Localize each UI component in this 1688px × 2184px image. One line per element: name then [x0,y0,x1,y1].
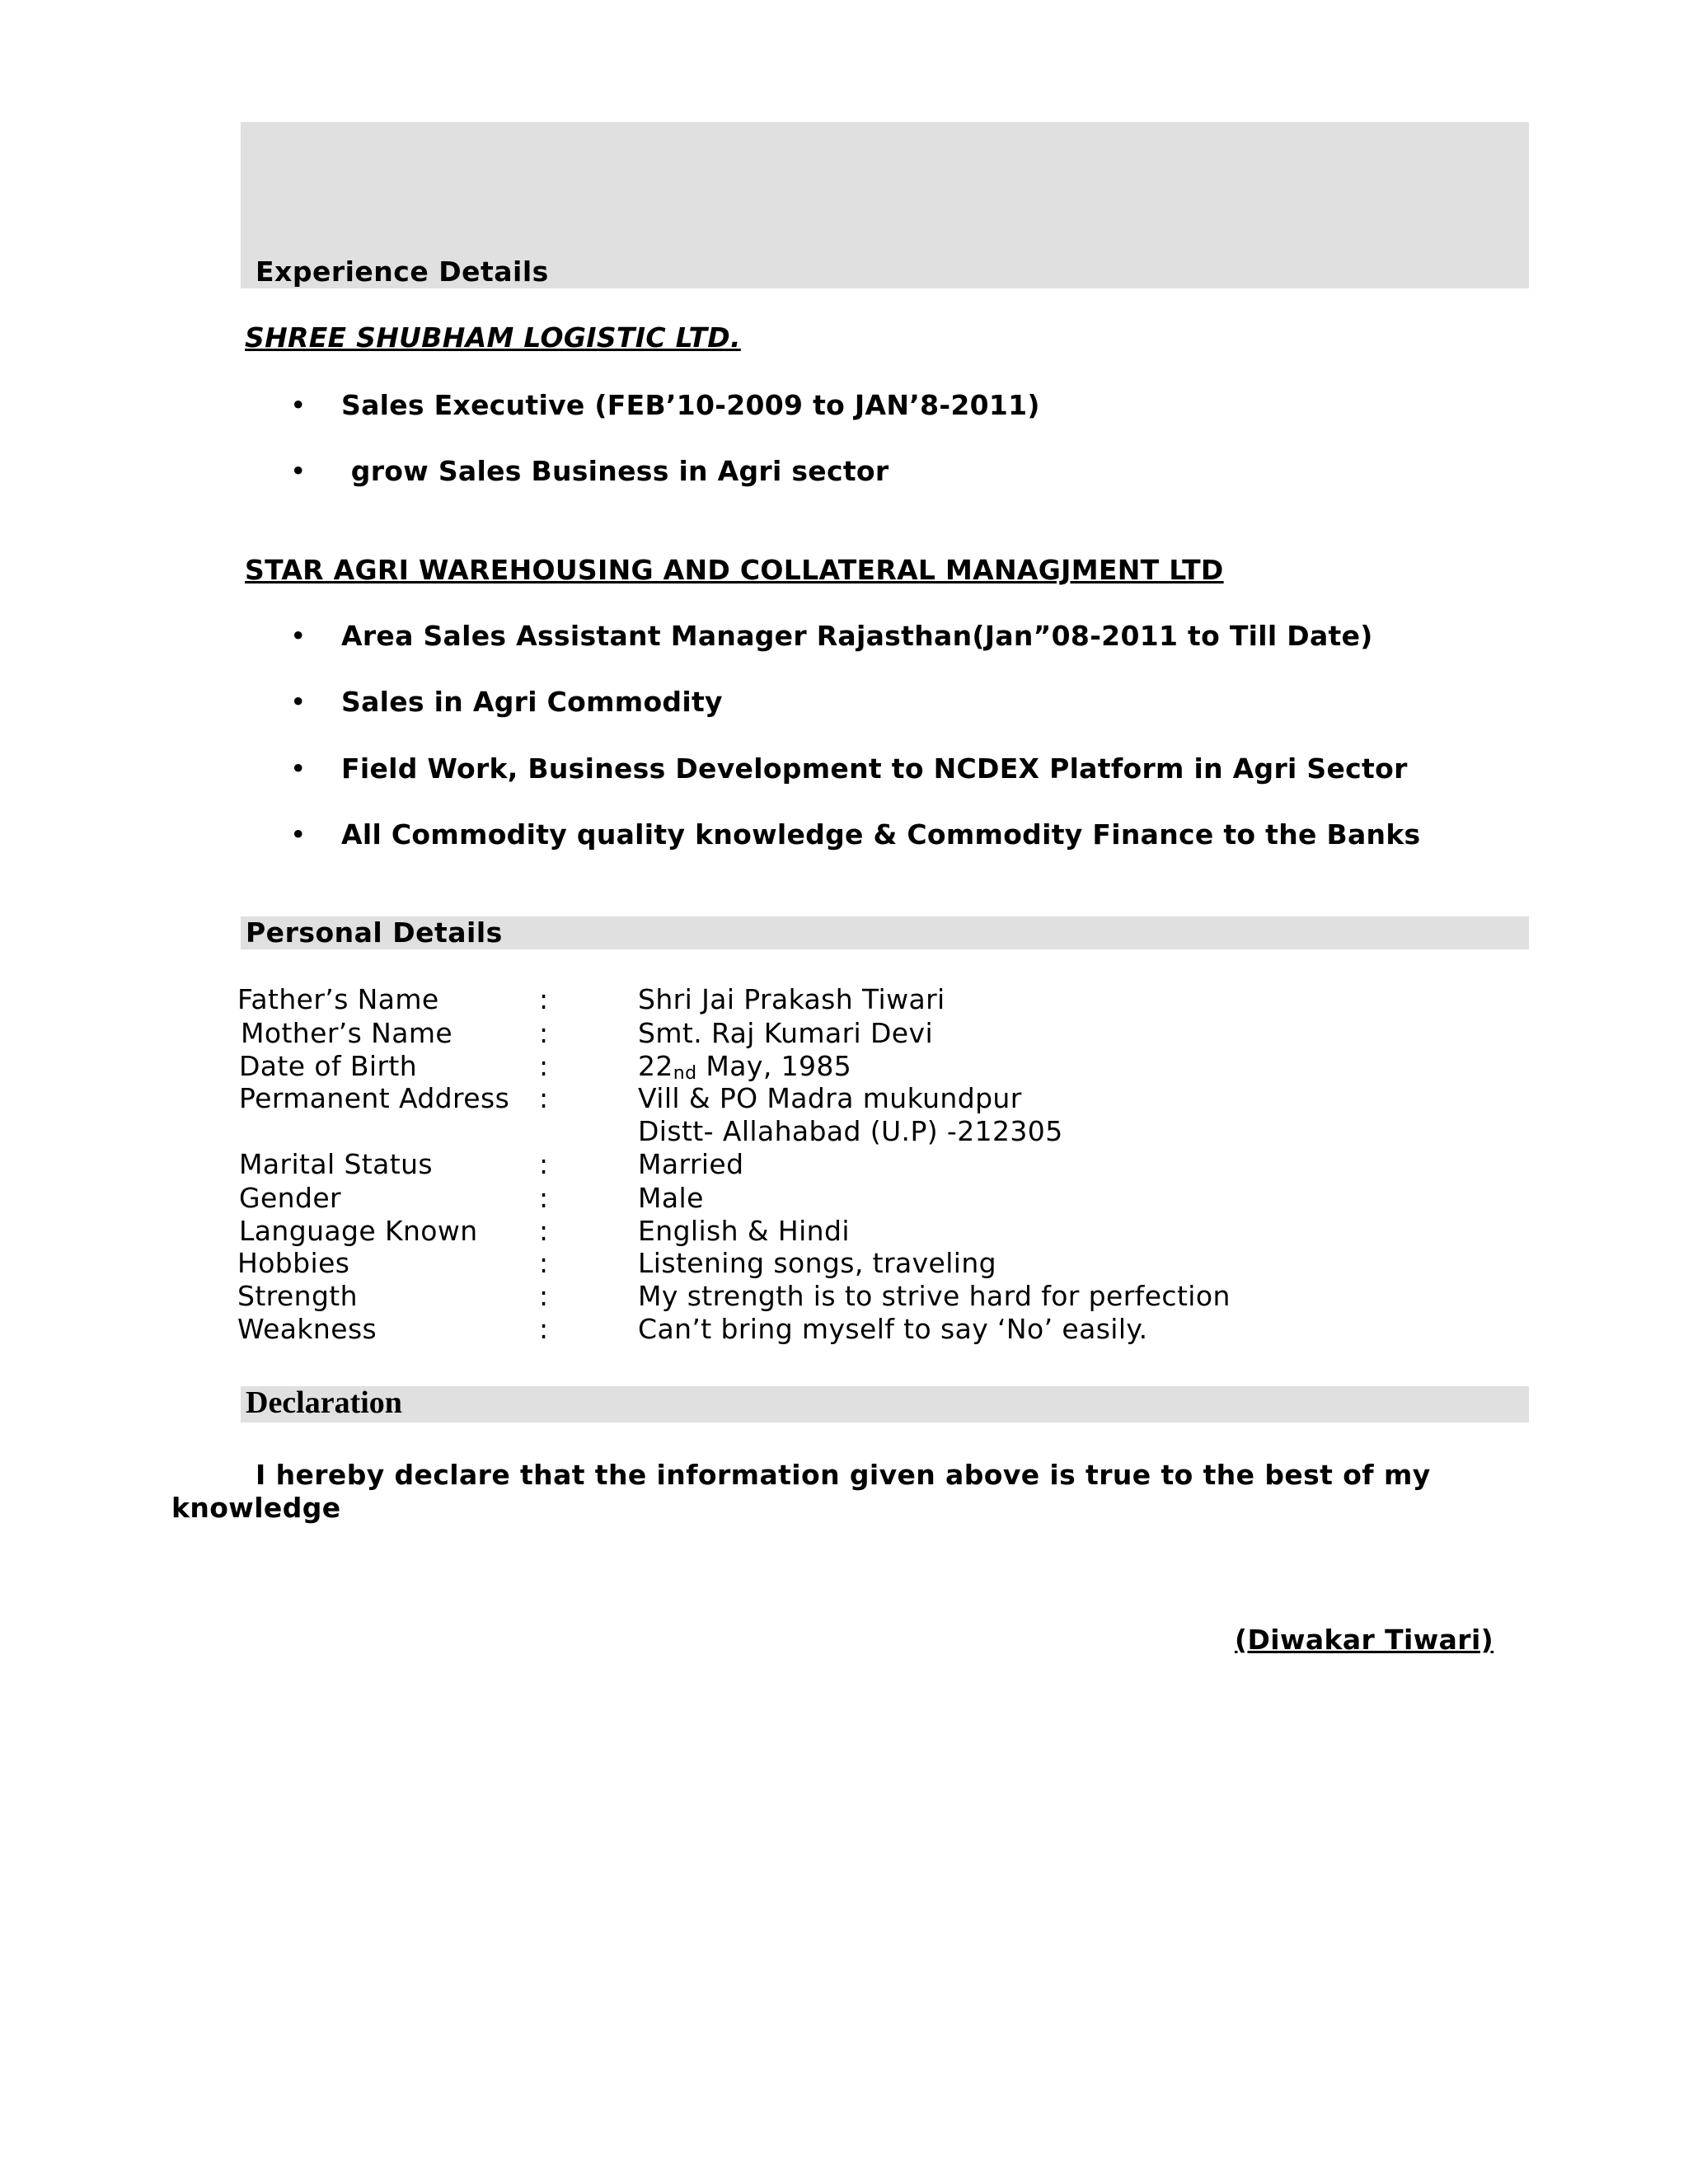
detail-value: Distt- Allahabad (U.P) -212305 [638,1115,1063,1147]
detail-separator: : [539,1050,549,1082]
detail-value: Married [638,1148,744,1180]
bullet-icon: • [290,455,307,487]
detail-value: Smt. Raj Kumari Devi [638,1017,934,1049]
declaration-text-line1: I hereby declare that the information given above is true to the best of my [256,1459,1431,1491]
bullet-icon: • [290,620,307,652]
signature: (Diwakar Tiwari) [1235,1624,1494,1656]
detail-separator: : [539,1215,549,1247]
detail-label: Strength [237,1280,358,1312]
detail-label: Mother’s Name [241,1017,453,1049]
bullet-icon: • [290,389,307,421]
company-name-star-agri: STAR AGRI WAREHOUSING AND COLLATERAL MANAGJMENT LTD [245,554,1224,586]
bullet-icon: • [290,818,307,851]
detail-label: Weakness [237,1313,377,1345]
detail-label: Gender [239,1182,342,1214]
detail-value: Shri Jai Prakash Tiwari [638,983,945,1015]
detail-separator: : [539,1247,549,1279]
detail-value: Can’t bring myself to say ‘No’ easily. [638,1313,1148,1345]
bullet-icon: • [290,752,307,785]
detail-separator: : [539,1017,549,1049]
detail-label: Date of Birth [239,1050,418,1082]
company-name-shree-shubham: SHREE SHUBHAM LOGISTIC LTD. [245,321,741,354]
bullet-icon: • [290,686,307,718]
detail-label: Father’s Name [237,983,439,1015]
detail-label: Hobbies [237,1247,350,1279]
declaration-text-line2: knowledge [171,1492,341,1524]
detail-separator: : [539,1182,549,1214]
detail-separator: : [539,1148,549,1180]
detail-value: Listening songs, traveling [638,1247,997,1279]
detail-separator: : [539,1313,549,1345]
experience-heading: Experience Details [256,255,549,288]
detail-value: $22_{nd}$ May, 1985 [638,1050,852,1084]
declaration-header-bar [241,1386,1529,1422]
personal-details-heading: Personal Details [246,916,503,949]
detail-separator: : [539,1082,549,1114]
detail-label: Language Known [239,1215,478,1247]
declaration-heading: Declaration [246,1385,402,1420]
detail-value: English & Hindi [638,1215,850,1247]
detail-value: Male [638,1182,704,1214]
detail-label: Permanent Address [239,1082,510,1114]
detail-value: Vill & PO Madra mukundpur [638,1082,1022,1114]
detail-label: Marital Status [239,1148,434,1180]
detail-value: My strength is to strive hard for perfection [638,1280,1231,1312]
detail-separator: : [539,1280,549,1312]
detail-separator: : [539,983,549,1015]
